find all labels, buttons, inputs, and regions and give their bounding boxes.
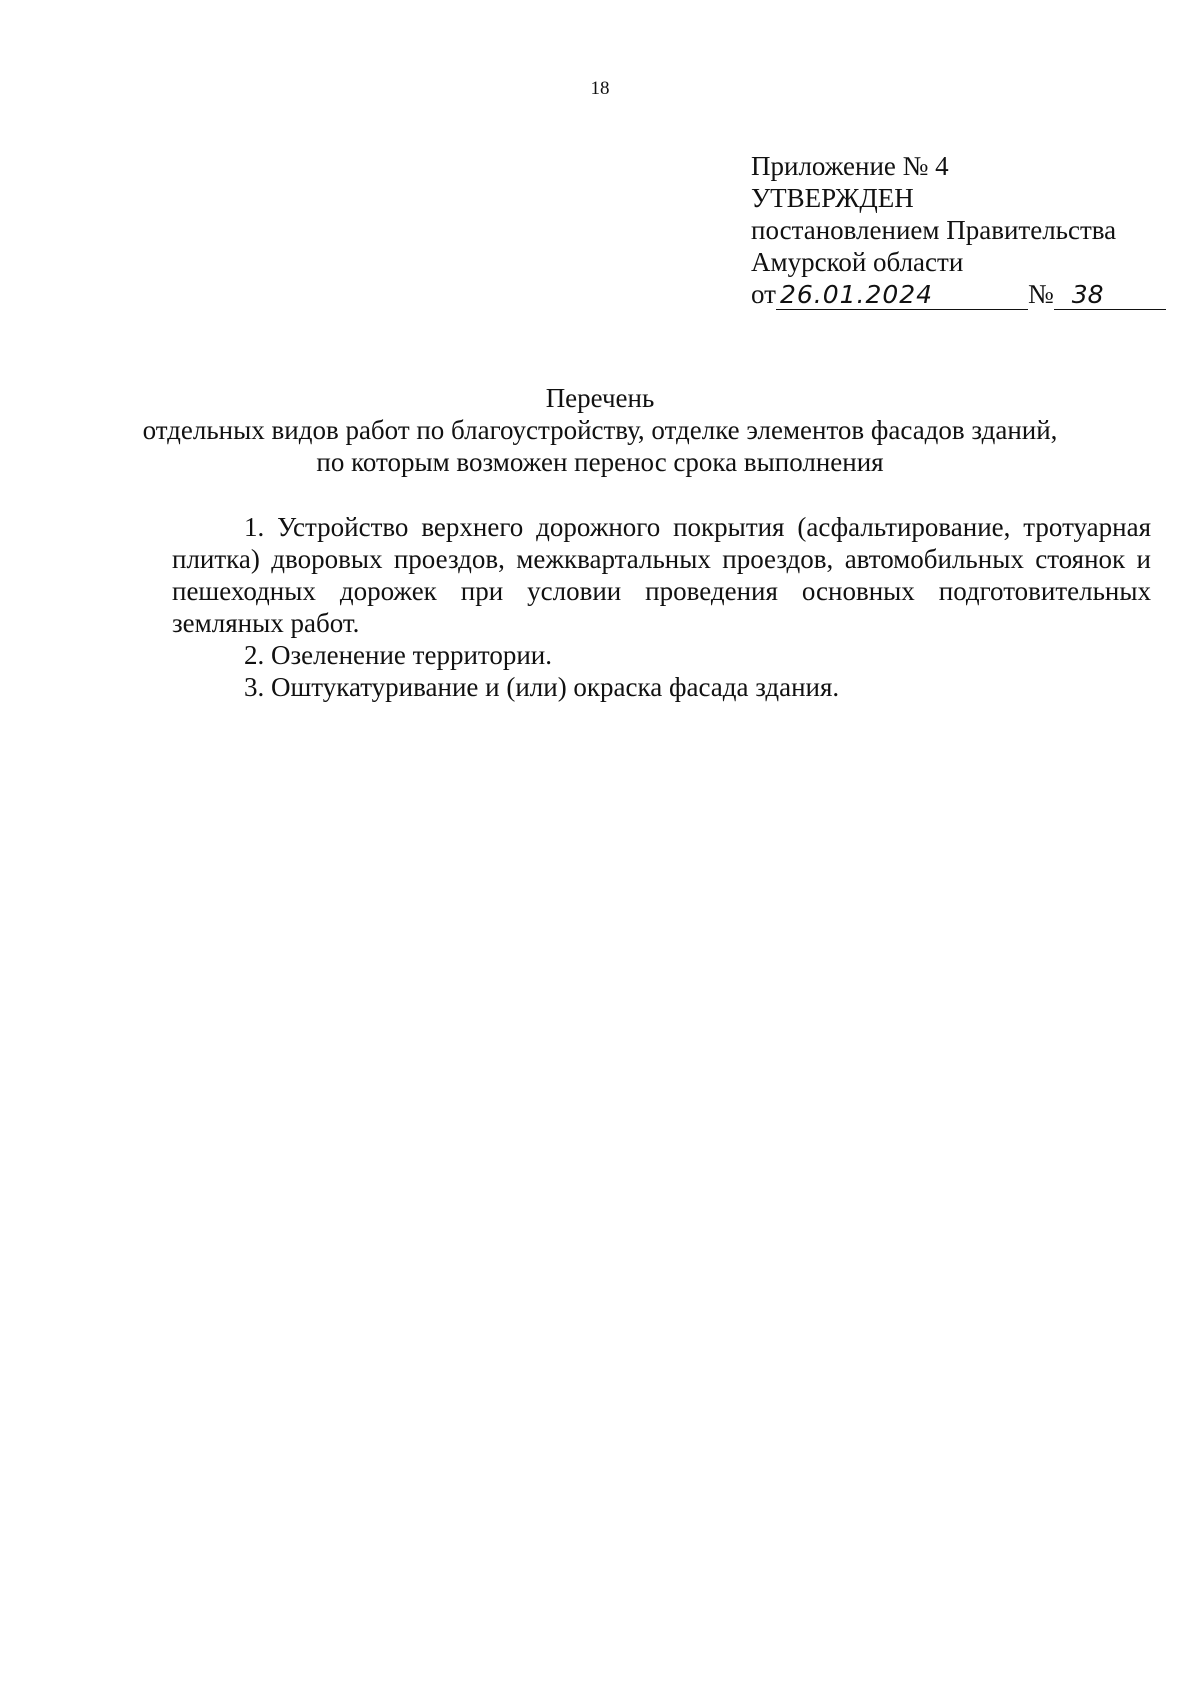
appendix-label: Приложение № 4 <box>751 151 949 181</box>
page-number: 18 <box>590 78 610 99</box>
handwritten-number: 38 <box>1054 281 1166 310</box>
date-number-line <box>751 278 1166 310</box>
approved-by-line2: Амурской области <box>751 247 964 277</box>
list-item: 3. Оштукатуривание и (или) окраска фасада здания. <box>244 672 840 702</box>
approval-block <box>751 150 1166 310</box>
approved-label: УТВЕРЖДЕН <box>751 183 914 213</box>
title-heading: Перечень <box>545 383 655 413</box>
approved-by-line1: постановлением Правительства <box>751 215 1117 245</box>
number-prefix: № <box>1027 279 1054 309</box>
list-item: 2. Озеленение территории. <box>244 640 552 670</box>
handwritten-date: 26.01.2024 <box>776 281 1028 310</box>
document-body <box>172 511 1151 703</box>
date-prefix: от <box>751 279 776 309</box>
list-item: 1. Устройство верхнего дорожного покрытия (асфальтирование, тротуарная плитка) дворовых проездов, межквартальных проездов, автомобильных стоянок и пешеходных дорожек при условии проведения основных подготовительных земляных работ. <box>172 512 1151 638</box>
document-title <box>0 382 1200 478</box>
title-line2: по которым возможен перенос срока выполнения <box>316 447 884 477</box>
title-line1: отдельных видов работ по благоустройству, отделке элементов фасадов зданий, <box>142 415 1058 445</box>
